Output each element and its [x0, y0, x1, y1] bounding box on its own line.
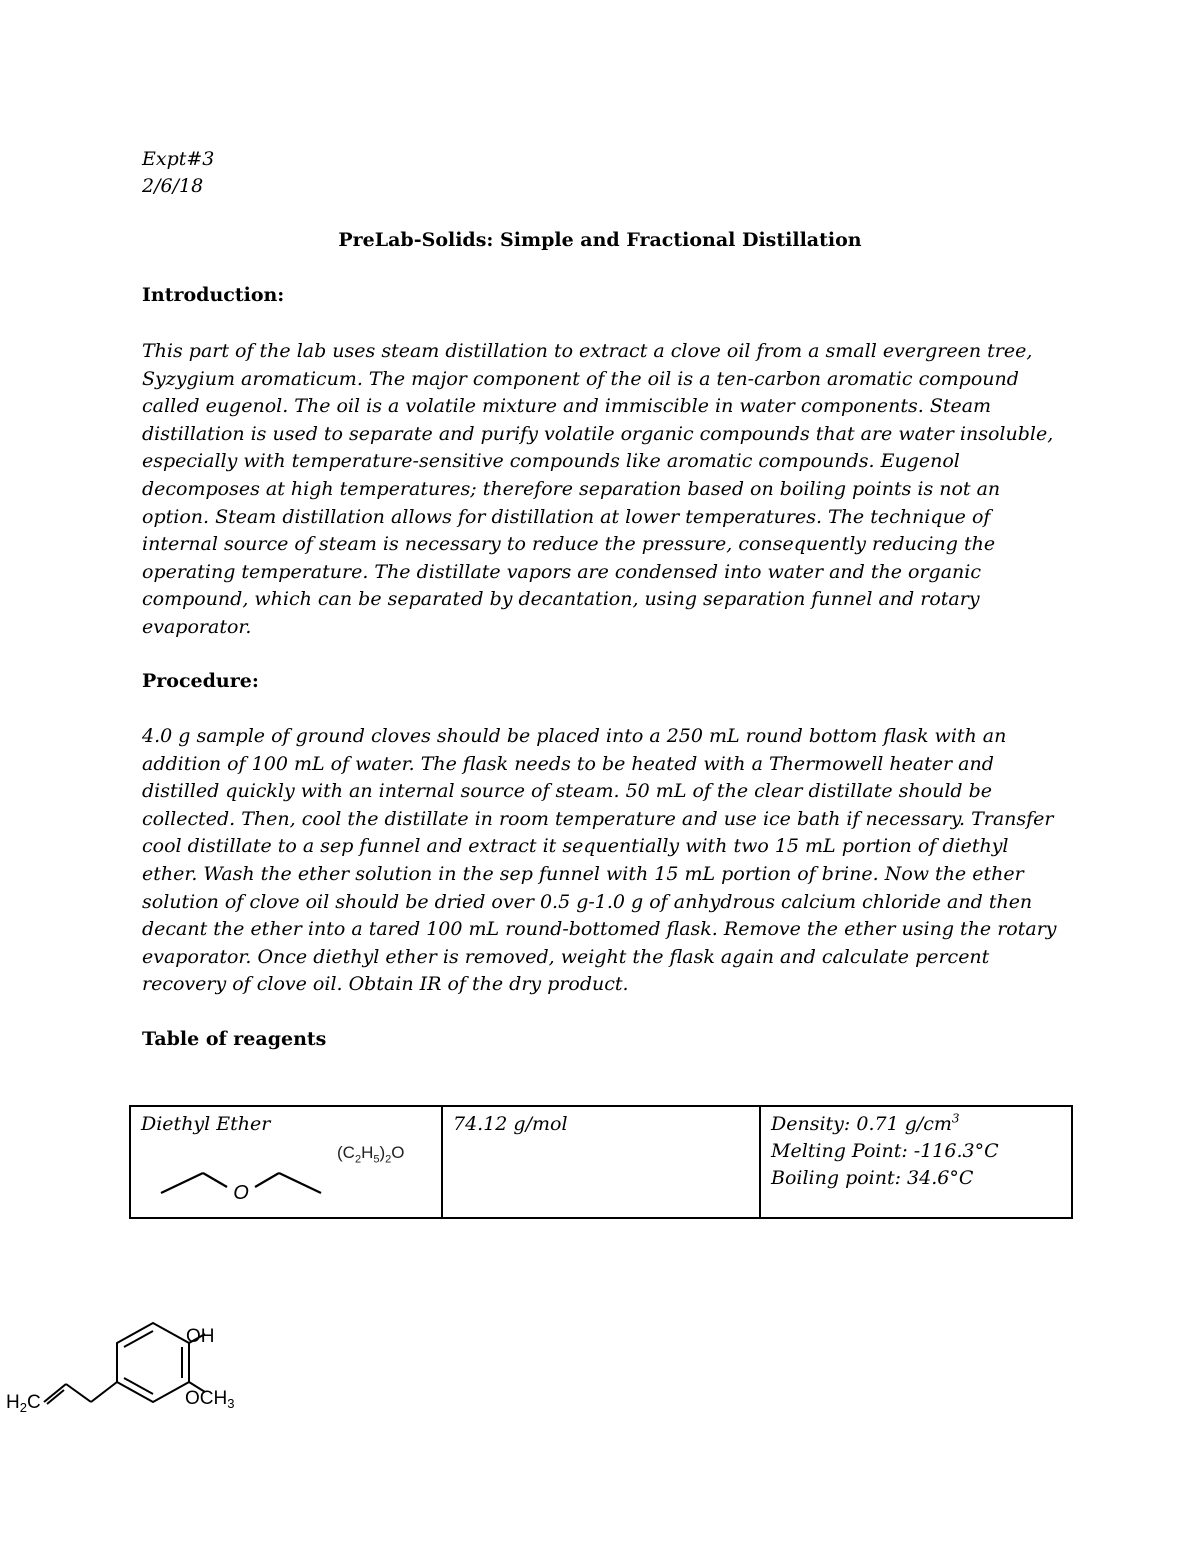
intro-line: compound, which can be separated by decantation, using separation funnel and rotary	[142, 588, 980, 611]
procedure-paragraph	[142, 723, 1072, 999]
intro-line: called eugenol. The oil is a volatile mixture and immiscible in water components. Steam	[142, 395, 992, 418]
introduction-paragraph	[142, 338, 1072, 642]
experiment-number: Expt#3	[142, 148, 215, 170]
intro-line: This part of the lab uses steam distillation to extract a clove oil from a small evergreen tree,	[142, 340, 1033, 362]
intro-line: evaporator.	[142, 615, 252, 638]
experiment-date: 2/6/18	[142, 175, 204, 197]
procedure-line: evaporator. Once diethyl ether is removed, weight the flask again and calculate percent	[142, 945, 990, 968]
density: Density: 0.71 g/cm	[771, 1113, 952, 1135]
boiling-point: Boiling point: 34.6°C	[771, 1167, 974, 1189]
reagents-table-heading: Table of reagents	[142, 1028, 327, 1050]
diethyl-ether-structure	[151, 1163, 331, 1207]
introduction-heading: Introduction:	[142, 284, 285, 306]
procedure-line: solution of clove oil should be dried over 0.5 g-1.0 g of anhydrous calcium chloride and then	[142, 890, 1033, 913]
methoxy-label: $OCH_3$	[185, 1388, 235, 1411]
melting-point: Melting Point: -116.3°C	[771, 1140, 999, 1162]
reagent-name-cell	[130, 1106, 442, 1218]
procedure-line: distilled quickly with an internal source of steam. 50 mL of the clear distillate should be	[142, 780, 993, 803]
reagents-table	[129, 1105, 1073, 1219]
intro-line: operating temperature. The distillate vapors are condensed into water and the organic	[142, 560, 981, 583]
procedure-heading: Procedure:	[142, 670, 259, 692]
methylene-label: $H_2C$	[6, 1392, 41, 1415]
table-row	[130, 1106, 1072, 1218]
properties-cell	[760, 1106, 1072, 1218]
procedure-line: recovery of clove oil. Obtain IR of the dry product.	[142, 973, 629, 996]
page-title: PreLab-Solids: Simple and Fractional Distillation	[338, 229, 862, 251]
intro-line: option. Steam distillation allows for distillation at lower temperatures. The technique of	[142, 505, 991, 528]
intro-line: decomposes at high temperatures; therefore separation based on boiling points is not an	[142, 477, 1001, 500]
procedure-line: cool distillate to a sep funnel and extract it sequentially with two 15 mL portion of diethyl	[142, 835, 1009, 858]
ether-oxygen-label: O	[233, 1182, 249, 1204]
hydroxyl-label: OH	[186, 1326, 215, 1347]
eugenol-structure	[0, 1310, 260, 1430]
reagent-name: Diethyl Ether	[141, 1113, 271, 1135]
density-exponent: 3	[951, 1111, 960, 1126]
procedure-line: addition of 100 mL of water. The flask needs to be heated with a Thermowell heater and	[142, 752, 994, 775]
procedure-line: ether. Wash the ether solution in the sep funnel with 15 mL portion of brine. Now the ether	[142, 862, 1024, 885]
procedure-line: collected. Then, cool the distillate in room temperature and use ice bath if necessary. Transfer	[142, 807, 1054, 830]
intro-line: Syzygium aromaticum. The major component of the oil is a ten-carbon aromatic compound	[142, 367, 1019, 390]
intro-line: distillation is used to separate and purify volatile organic compounds that are water insoluble,	[142, 422, 1054, 445]
molar-mass-cell	[442, 1106, 760, 1218]
intro-line: especially with temperature-sensitive compounds like aromatic compounds. Eugenol	[142, 450, 960, 473]
reagent-formula: $(C_2H_5)_2O$	[337, 1143, 405, 1166]
procedure-line: decant the ether into a tared 100 mL round-bottomed flask. Remove the ether using the rotary	[142, 918, 1057, 941]
intro-line: internal source of steam is necessary to reduce the pressure, consequently reducing the	[142, 533, 996, 556]
molar-mass: 74.12 g/mol	[453, 1113, 568, 1135]
procedure-line: 4.0 g sample of ground cloves should be placed into a 250 mL round bottom flask with an	[142, 725, 1007, 747]
